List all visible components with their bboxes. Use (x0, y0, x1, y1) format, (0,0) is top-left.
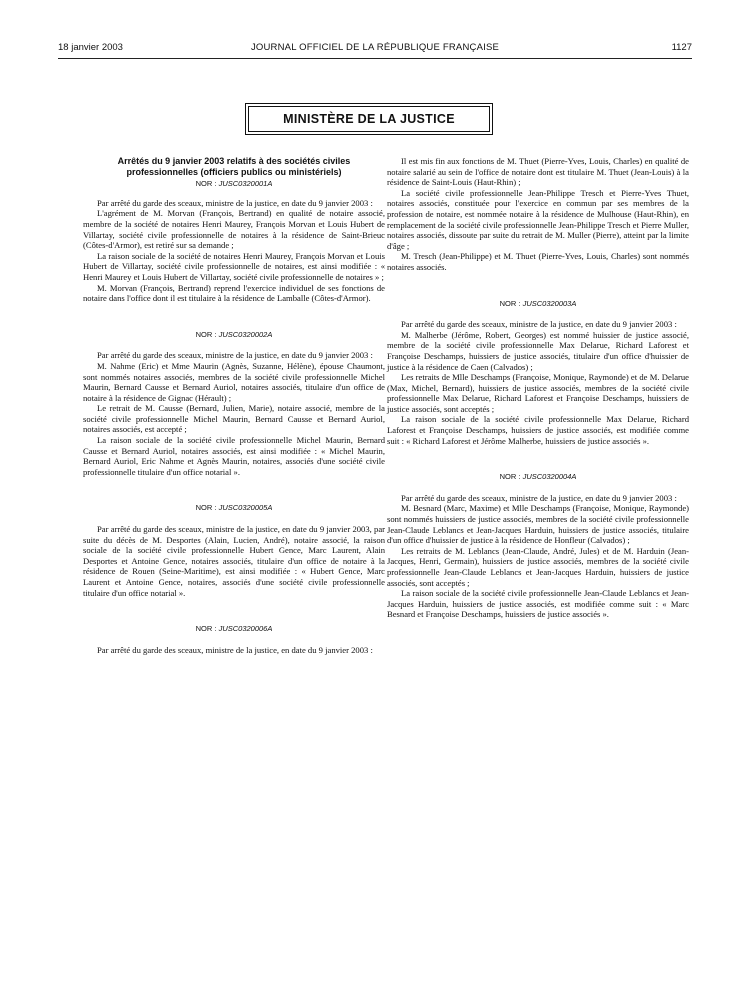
header-rule (58, 58, 692, 59)
paragraph: La raison sociale de la société civile professionnelle Jean-Claude Leblancs et Jean-Jacques Harduin, huissiers de justice associés, est modifiée comme suit : « Marc Besnard et Françoise Deschamps, huissiers de justice associés ». (387, 588, 689, 620)
paragraph: M. Nahme (Eric) et Mme Maurin (Agnès, Suzanne, Hélène), épouse Chaumont, sont nommés notaires associés, membres de la société civile professionnelle Michel Maurin, Bernard Causse et Bernard Auriol, notaires associés, titulaire d'un office de notaire à la résidence de Gignac (Hérault) ; (83, 360, 385, 403)
paragraph: La société civile professionnelle Jean-Philippe Tresch et Pierre-Yves Thuet, notaires associés, constituée pour l'exercice en commun par ses membres de la profession de notaire, est nommée notaire à la résidence de Mulhouse (Haut-Rhin), en remplacement de la société civile professionnelle Jean-Philippe Tresch et Pierre Muller, notaires associés, dissoute par suite du retrait de M. Muller (Pierre), atteint par la limite d'âge ; (387, 187, 689, 251)
paragraph: La raison sociale de la société civile professionnelle Max Delarue, Richard Laforest et Françoise Deschamps, huissiers de justice associés, est modifiée comme suit : « Richard Laforest et Jérôme Malherbe, huissiers de justice associés ». (387, 414, 689, 446)
paragraph: Par arrêté du garde des sceaux, ministre de la justice, en date du 9 janvier 2003 : (97, 644, 373, 655)
paragraph: Les retraits de M. Leblancs (Jean-Claude, André, Jules) et de M. Harduin (Jean-Jacques, Henri, Germain), huissiers de justice associés, membres de la société civile professionnelle Jean-Claude Leblancs et Jean-Jacques Harduin, huissiers de justice associés, sont acceptés ; (387, 545, 689, 588)
header-date: 18 janvier 2003 (58, 42, 123, 53)
paragraph: Il est mis fin aux fonctions de M. Thuet (Pierre-Yves, Louis, Charles) en qualité de notaire salarié au sein de l'office de notaire dont est titulaire M. Thuet (Jean-Louis) à la résidence de Saint-Louis (Haut-Rhin) ; (387, 156, 689, 188)
paragraph: Les retraits de Mlle Deschamps (Françoise, Monique, Raymonde) et de M. Delarue (Max, Michel, Bernard), huissiers de justice associés, membres de la société civile professionnelle Max Delarue, Richard Laforest et Françoise Deschamps, huissiers de justice associés, sont acceptés ; (387, 372, 689, 414)
nor-reference: NOR : JUSC0320002A (195, 329, 273, 339)
paragraph: La raison sociale de la société civile professionnelle Michel Maurin, Bernard Causse et Bernard Auriol, notaires associés, est ainsi modifiée : « Michel Maurin, Bernard Auriol, Eric Nahme et Agnès Maurin, notaires, associés d'une société civile professionnelle titulaire d'un office notarial ». (83, 435, 385, 477)
paragraph: Par arrêté du garde des sceaux, ministre de la justice, en date du 9 janvier 2003 : (97, 350, 373, 361)
paragraph: Par arrêté du garde des sceaux, ministre de la justice, en date du 9 janvier 2003 : (401, 492, 677, 503)
paragraph: L'agrément de M. Morvan (François, Bertrand) en qualité de notaire associé, membre de la société de notaires Henri Maurey, François Morvan et Louis Hubert de Villartay, société civile professionnelle de notaires à la résidence de Saint-Brieuc (Côtes-d'Armor), est retiré sur sa demande ; (83, 208, 385, 251)
page-header (58, 42, 692, 56)
nor-reference: NOR : JUSC0320004A (499, 472, 577, 482)
nor-reference: NOR : JUSC0320005A (195, 503, 273, 513)
paragraph: M. Tresch (Jean-Philippe) et M. Thuet (Pierre-Yves, Louis, Charles) sont nommés notaires associés. (387, 251, 689, 272)
paragraph: Par arrêté du garde des sceaux, ministre de la justice, en date du 9 janvier 2003, par suite du décès de M. Desportes (Alain, Lucien, André), notaire associé, la raison sociale de la société civile professionnelle Hubert Gence, Marc Laurent, Alain Desportes et Antoine Gence, notaires associés, titulaire d'un office de notaire à la résidence de Rouen (Seine-Maritime), est ainsi modifiée : « Hubert Gence, Marc Laurent et Antoine Gence, notaires, associés d'une société civile professionnelle titulaire d'un office notarial ». (83, 524, 385, 598)
paragraph: M. Morvan (François, Bertrand) reprend l'exercice individuel de ses fonctions de notaire dans l'office dont il est titulaire à la résidence de Lamballe (Côtes-d'Armor). (83, 282, 385, 304)
page-number: 1127 (671, 42, 692, 53)
nor-reference: NOR : JUSC0320001A (195, 179, 273, 189)
paragraph: Le retrait de M. Causse (Bernard, Julien, Marie), notaire associé, membre de la société civile professionnelle Michel Maurin, Bernard Causse et Bernard Auriol, notaires associés, est accepté ; (83, 403, 385, 435)
section-title: Arrêtés du 9 janvier 2003 relatifs à des sociétés civiles professionnelles (officiers publics ou ministériels) (117, 156, 351, 177)
nor-reference: NOR : JUSC0320006A (195, 624, 273, 634)
paragraph: M. Malherbe (Jérôme, Robert, Georges) est nommé huissier de justice associé, membre de la société civile professionnelle Max Delarue, Richard Laforest et Françoise Deschamps, huissiers de justice associés, titulaire d'un office d'huissier de justice à la résidence de Caen (Calvados) ; (387, 329, 689, 372)
paragraph: M. Besnard (Marc, Maxime) et Mlle Deschamps (Françoise, Monique, Raymonde) sont nommés huissiers de justice associés, membres de la société civile professionnelle Jean-Claude Leblancs et Jean-Jacques Harduin, huissiers de justice associés, titulaire d'un office d'huissier de justice à la résidence de Honfleur (Calvados) ; (387, 503, 689, 546)
journal-title: JOURNAL OFFICIEL DE LA RÉPUBLIQUE FRANÇAISE (250, 42, 500, 53)
ministry-banner: MINISTÈRE DE LA JUSTICE (248, 106, 490, 132)
right-column (387, 156, 689, 620)
left-column (83, 156, 385, 655)
nor-reference: NOR : JUSC0320003A (499, 298, 577, 308)
paragraph: Par arrêté du garde des sceaux, ministre de la justice, en date du 9 janvier 2003 : (97, 197, 373, 208)
paragraph: Par arrêté du garde des sceaux, ministre de la justice, en date du 9 janvier 2003 : (401, 319, 677, 330)
paragraph: La raison sociale de la société de notaires Henri Maurey, François Morvan et Louis Hubert de Villartay, société civile professionnelle de notaires, est ainsi modifiée : « Henri Maurey et Louis Hubert de Villartay, société civile professionnelle de notaires » ; (83, 250, 385, 282)
